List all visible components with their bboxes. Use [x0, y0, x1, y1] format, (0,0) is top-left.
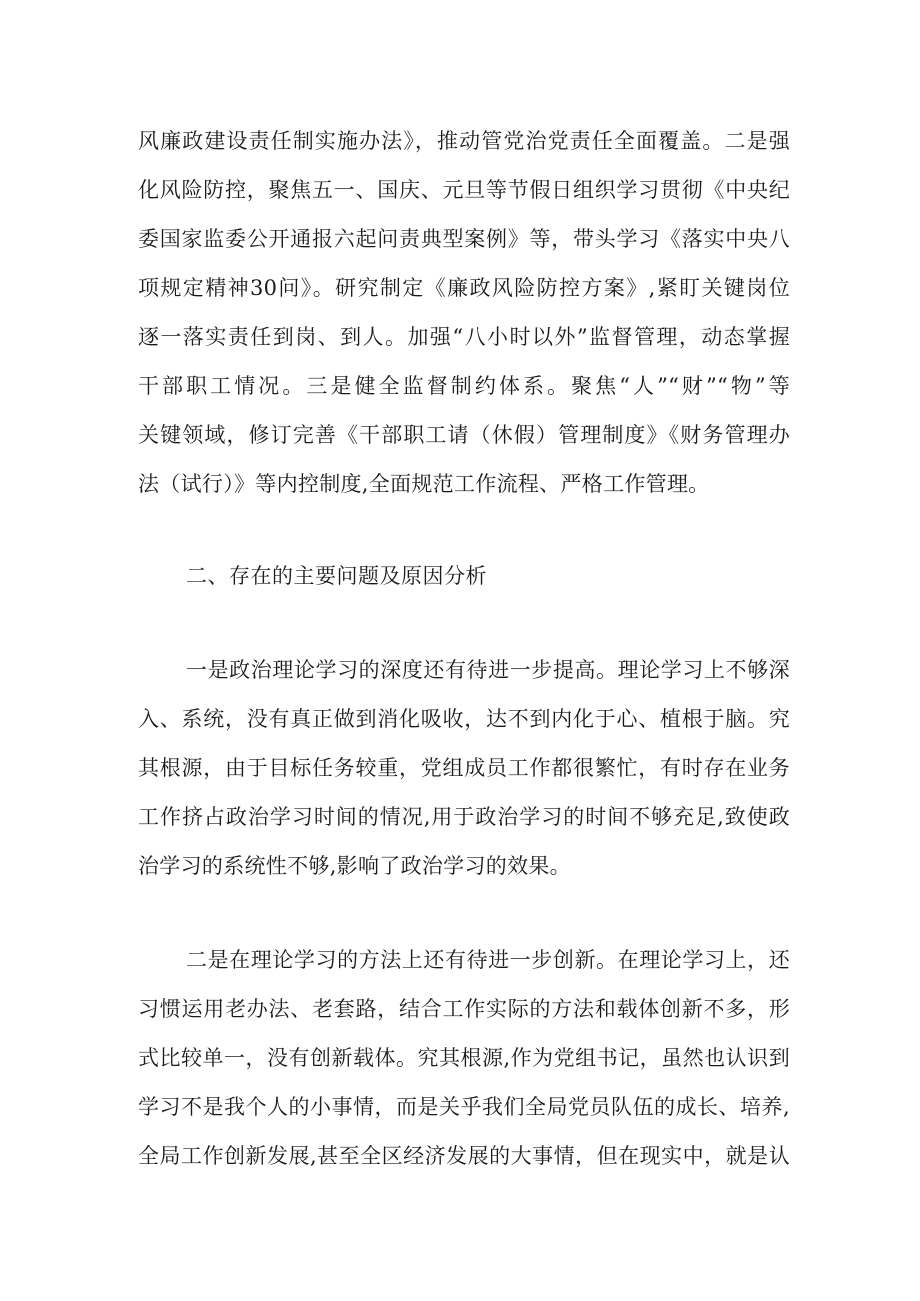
text-line: 风廉政建设责任制实施办法》，推动管党治党责任全面覆盖。二是强 — [138, 129, 790, 153]
text-line: 项规定精神30问》。研究制定《廉政风险防控方案》,紧盯关键岗位 — [138, 276, 790, 300]
text-line: 逐一落实责任到岗、到人。加强“八小时以外”监督管理，动态掌握 — [138, 325, 790, 349]
text-line: 习惯运用老办法、老套路，结合工作实际的方法和载体创新不多，形 — [138, 997, 790, 1021]
text-line: 学习不是我个人的小事情，而是关乎我们全局党员队伍的成长、培养, — [138, 1095, 790, 1119]
text-line: 入、系统，没有真正做到消化吸收，达不到内化于心、植根于脑。究 — [138, 707, 790, 731]
text-line: 二是在理论学习的方法上还有待进一步创新。在理论学习上，还 — [186, 948, 790, 972]
text-line: 治学习的系统性不够,影响了政治学习的效果。 — [138, 854, 571, 878]
text-line: 式比较单一，没有创新载体。究其根源,作为党组书记，虽然也认识到 — [138, 1046, 790, 1070]
text-line: 工作挤占政治学习时间的情况,用于政治学习的时间不够充足,致使政 — [138, 805, 790, 829]
text-line: 全局工作创新发展,甚至全区经济发展的大事情，但在现实中，就是认 — [138, 1144, 790, 1168]
section-heading: 二、存在的主要问题及原因分析 — [186, 564, 487, 588]
text-line: 法（试行）》等内控制度,全面规范工作流程、严格工作管理。 — [138, 472, 710, 496]
text-line: 关键领域，修订完善《干部职工请（休假）管理制度》《财务管理办 — [138, 423, 790, 447]
text-line: 其根源，由于目标任务较重，党组成员工作都很繁忙，有时存在业务 — [138, 756, 790, 780]
text-line: 干部职工情况。三是健全监督制约体系。聚焦“人”“财”“物”等 — [138, 374, 790, 398]
text-line: 委国家监委公开通报六起问责典型案例》等，带头学习《落实中央八 — [138, 227, 790, 251]
text-line: 化风险防控，聚焦五一、国庆、元旦等节假日组织学习贯彻《中央纪 — [138, 178, 790, 202]
text-line: 一是政治理论学习的深度还有待进一步提高。理论学习上不够深 — [186, 658, 790, 682]
